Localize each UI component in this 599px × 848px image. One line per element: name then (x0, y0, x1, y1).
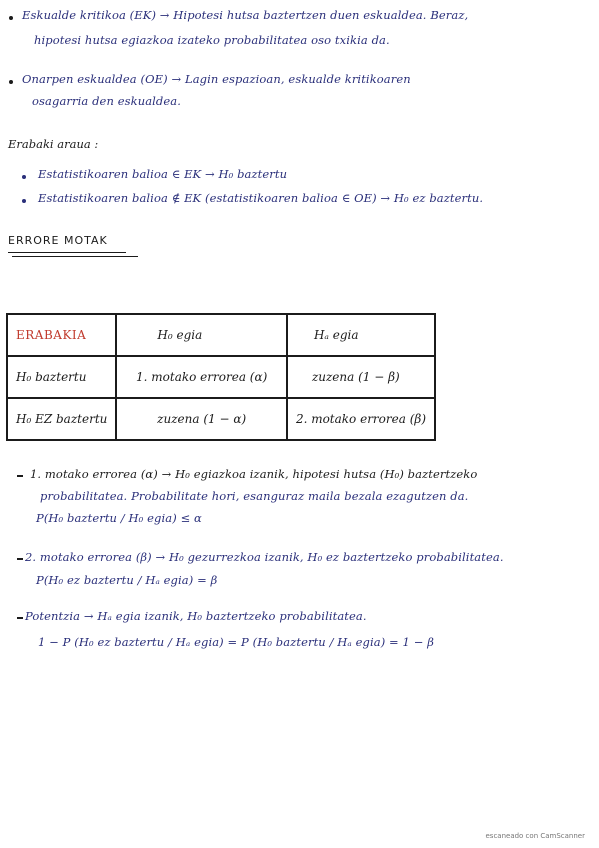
table-cell: 2. motako errorea (β) (287, 398, 435, 440)
ek-definition-line2: hipotesi hutsa egiazkoa izateko probabilitatea oso txikia da. (34, 33, 390, 47)
ek-definition-line1: Eskualde kritikoa (EK) → Hipotesi hutsa baztertzen duen eskualdea. Beraz, (22, 8, 469, 22)
type1-error-line1: 1. motako errorea (α) → H₀ egiazkoa izanik, hipotesi hutsa (H₀) baztertzeko (30, 467, 478, 481)
type1-error-formula: P(H₀ baztertu / H₀ egia) ≤ α (36, 511, 202, 525)
table-header-cell: H₀ egia (116, 314, 287, 356)
decision-table (6, 313, 436, 441)
table-row (7, 356, 435, 398)
heading-underline (8, 252, 126, 253)
type1-error-line2: probabilitatea. Probabilitate hori, esanguraz maila bezala ezagutzen da. (40, 489, 469, 503)
scanner-watermark: escaneado con CamScanner (485, 832, 585, 840)
table-cell: 1. motako errorea (α) (116, 356, 287, 398)
oe-definition-line1: Onarpen eskualdea (OE) → Lagin espazioan, eskualde kritikoaren (22, 72, 411, 86)
type2-error-formula: P(H₀ ez baztertu / Hₐ egia) = β (36, 573, 218, 587)
heading-underline (12, 256, 138, 257)
bullet-dash (17, 475, 23, 477)
decision-rule-not-reject: Estatistikoaren balioa ∉ EK (estatistikoaren balioa ∈ OE) → H₀ ez baztertu. (38, 191, 484, 205)
table-row (7, 314, 435, 356)
bullet-dot (9, 16, 13, 20)
table-header-cell: Hₐ egia (287, 314, 435, 356)
bullet-dot (9, 80, 13, 84)
decision-rule-reject: Estatistikoaren balioa ∈ EK → H₀ baztertu (38, 167, 288, 181)
bullet-dash (17, 558, 23, 560)
table-cell: zuzena (1 − α) (116, 398, 287, 440)
bullet-dash (17, 617, 23, 619)
table-cell: zuzena (1 − β) (287, 356, 435, 398)
table-cell: H₀ baztertu (7, 356, 116, 398)
table-row (7, 398, 435, 440)
decision-rule-heading: Erabaki araua : (8, 137, 99, 151)
oe-definition-line2: osagarria den eskualdea. (32, 94, 182, 108)
table-cell: H₀ EZ baztertu (7, 398, 116, 440)
error-types-heading: ERRORE MOTAK (8, 234, 108, 247)
table-header-cell: ERABAKIA (7, 314, 116, 356)
power-definition: Potentzia → Hₐ egia izanik, H₀ baztertzeko probabilitatea. (25, 609, 367, 623)
bullet-dot (22, 199, 26, 203)
power-formula: 1 − P (H₀ ez baztertu / Hₐ egia) = P (H₀ baztertu / Hₐ egia) = 1 − β (38, 635, 434, 649)
bullet-dot (22, 175, 26, 179)
type2-error-line1: 2. motako errorea (β) → H₀ gezurrezkoa izanik, H₀ ez baztertzeko probabilitatea. (25, 550, 504, 564)
